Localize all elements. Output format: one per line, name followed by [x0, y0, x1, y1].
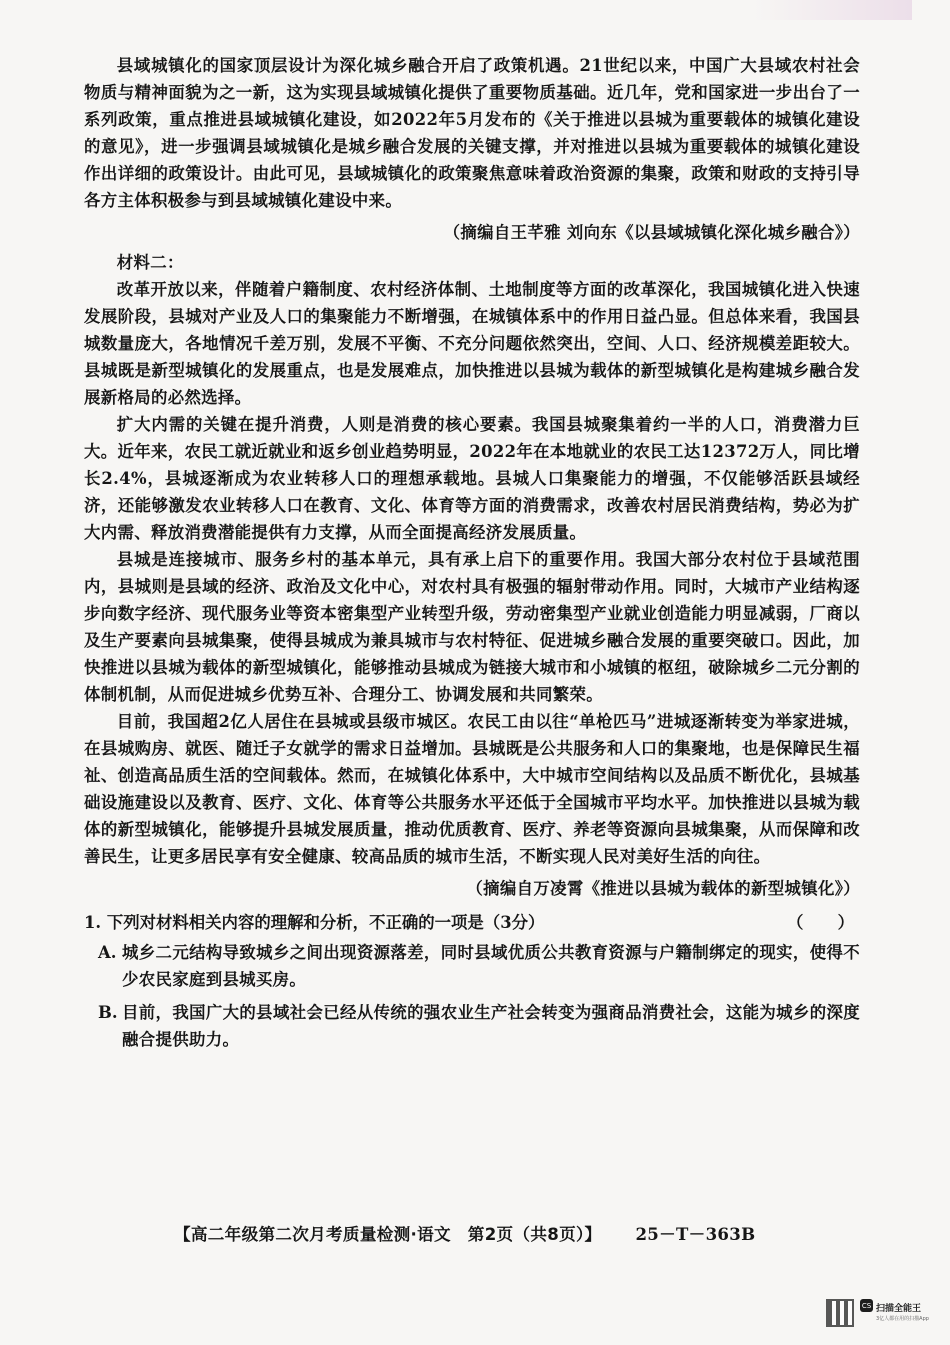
- option-b-text: 目前，我国广大的县域社会已经从传统的强农业生产社会转变为强商品消费社会，这能为城乡的深度融合提供助力。: [122, 1003, 860, 1049]
- question-one: [84, 909, 860, 1053]
- scanner-app-name: 扫描全能王: [876, 1304, 922, 1314]
- material-two-paragraph-1: 改革开放以来，伴随着户籍制度、农村经济体制、土地制度等方面的改革深化，我国城镇化进入快速发展阶段，县城对产业及人口的集聚能力不断增强，在城镇体系中的作用日益凸显。但总体来看，我国县城数量庞大，各地情况千差万别，发展不平衡、不充分问题依然突出，空间、人口、经济规模差距较大。县城既是新型城镇化的发展重点，也是发展难点，加快推进以县城为载体的新型城镇化是构建城乡融合发展新格局的必然选择。: [84, 280, 860, 407]
- option-b: [98, 999, 860, 1053]
- footer-paper-code: 25－T－363B: [635, 1224, 756, 1244]
- material-two-paragraph-3: 县城是连接城市、服务乡村的基本单元，具有承上启下的重要作用。我国大部分农村位于县域范围内，县城则是县域的经济、政治及文化中心，对农村具有极强的辐射带动作用。同时，大城市产业结构逐步向数字经济、现代服务业等资本密集型产业转型升级，劳动密集型产业就业创造能力明显减弱，厂商以及生产要素向县城集聚，使得县城成为兼具城市与农村特征、促进城乡融合发展的重要突破口。因此，加快推进以县城为载体的新型城镇化，能够推动县城成为链接大城市和小城镇的枢纽，破除城乡二元分割的体制机制，从而促进城乡优势互补、合理分工、协调发展和共同繁荣。: [84, 550, 860, 704]
- option-a-letter: A.: [98, 943, 117, 962]
- scan-edge-shade: [752, 0, 912, 20]
- scanner-watermark: [826, 1294, 938, 1332]
- question-one-stem-line: [84, 909, 860, 936]
- option-b-letter: B.: [98, 1003, 118, 1022]
- material-two-title: 材料二：: [116, 253, 184, 272]
- material-two: [84, 249, 860, 902]
- page-footer: [174, 1221, 864, 1245]
- scanner-text: [876, 1303, 929, 1323]
- footer-exam-title: 【高二年级第二次月考质量检测·语文 第2页（共8页）】: [174, 1225, 602, 1244]
- option-a: [98, 939, 860, 993]
- camscanner-logo-icon: CS: [860, 1299, 873, 1312]
- qr-code-icon: [826, 1299, 854, 1327]
- material-one-ending: [84, 52, 860, 246]
- material-two-paragraph-2: 扩大内需的关键在提升消费，人则是消费的核心要素。我国县城聚集着约一半的人口，消费潜力巨大。近年来，农民工就近就业和返乡创业趋势明显，2022年在本地就业的农民工达12372万人，同比增长2.4%，县城逐渐成为农业转移人口的理想承载地。县城人口集聚能力的增强，不仅能够活跃县域经济，还能够激发农业转移人口在教育、文化、体育等方面的消费需求，改善农村居民消费结构，势必为扩大内需、释放消费潜能提供有力支撑，从而全面提高经济发展质量。: [84, 415, 860, 542]
- material-two-source: （摘编自万凌霄《推进以县城为载体的新型城镇化》）: [466, 879, 860, 898]
- material-two-paragraph-4: 目前，我国超2亿人居住在县城或县级市城区。农民工由以往“单枪匹马”进城逐渐转变为举家进城，在县城购房、就医、随迁子女就学的需求日益增加。县城既是公共服务和人口的集聚地，也是保障民生福祉、创造高品质生活的空间载体。然而，在城镇化体系中，大中城市空间结构以及品质不断优化，县城基础设施建设以及教育、医疗、文化、体育等公共服务水平还低于全国城市平均水平。加快推进以县城为载体的新型城镇化，能够提升县城发展质量，推动优质教育、医疗、养老等资源向县城集聚，从而保障和改善民生，让更多居民享有安全健康、较高品质的城市生活，不断实现人民对美好生活的向往。: [84, 712, 860, 866]
- material-one-source: （摘编自王芊雅 刘向东《以县域城镇化深化城乡融合》）: [443, 223, 860, 242]
- answer-blank: （ ）: [786, 913, 854, 932]
- option-a-text: 城乡二元结构导致城乡之间出现资源落差，同时县域优质公共教育资源与户籍制绑定的现实，使得不少农民家庭到县城买房。: [122, 943, 860, 989]
- question-one-stem: 1. 下列对材料相关内容的理解和分析，不正确的一项是（3分）: [84, 913, 545, 932]
- material-one-paragraph: 县域城镇化的国家顶层设计为深化城乡融合开启了政策机遇。21世纪以来，中国广大县域农村社会物质与精神面貌为之一新，这为实现县域城镇化提供了重要物质基础。近几年，党和国家进一步出台了一系列政策，重点推进县域城镇化建设，如2022年5月发布的《关于推进以县城为重要载体的城镇化建设的意见》，进一步强调县域城镇化是城乡融合发展的关键支撑，并对推进以县城为重要载体的城镇化建设作出详细的政策设计。由此可见，县域城镇化的政策聚焦意味着政治资源的集聚，政策和财政的支持引导各方主体积极参与到县域城镇化建设中来。: [84, 56, 860, 210]
- scanner-tagline: 3亿人都在用的扫描App: [876, 1316, 929, 1322]
